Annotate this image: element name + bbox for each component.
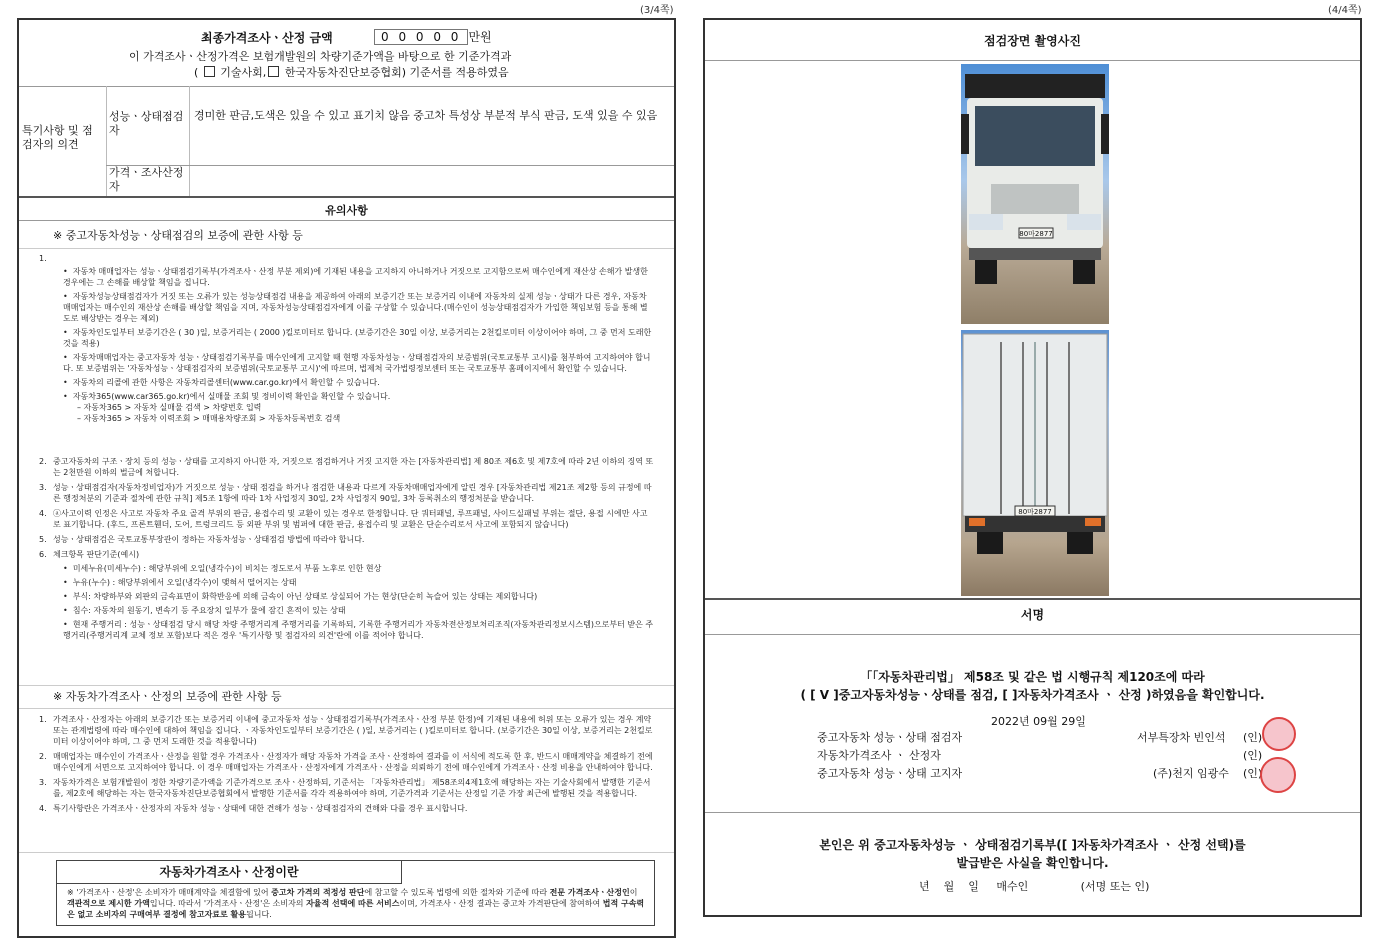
criteria-list [39,563,655,641]
list-item: • 자동차 매매업자는 성능ㆍ상태점검기록부(가격조사ㆍ산정 부분 제외)에 기재된 내용을 고지하지 아니하거나 거짓으로 고지함으로써 매수인에게 재산상 손해가 발생한 경우에는 그 손해를 배상할 책임을 집니다. [63,267,648,287]
perf-inspector-label: 성능ㆍ상태점검자 [109,110,184,137]
page-number-right: (4/4쪽) [1328,5,1362,16]
list-item: • 자동차365(www.car365.go.kr)에서 실매물 조회 및 정비이력 확인을 확인할 수 있습니다. [63,392,391,401]
s1-items [39,456,655,641]
row-assessor-label: 자동차가격조사 ㆍ 산정자 [817,749,941,762]
left-headlight [969,214,1003,230]
rear-right-tire [1067,532,1093,554]
bumper [969,248,1101,260]
right-headlight [1067,214,1101,230]
basis-engineer: 기술사회, [220,66,267,79]
section1-title: ※ 중고자동차성능ㆍ상태점검의 보증에 관한 사항 등 [53,229,303,242]
basis-line-1: 이 가격조사ㆍ산정가격은 보험개발원의 차량기준가액을 바탕으로 한 기준가격과 [129,50,512,63]
row-notifier-label: 중고자동차 성능ㆍ상태 고지자 [817,767,963,780]
definition-title: 자동차가격조사ㆍ산정이란 [57,861,402,884]
checkbox-engineer[interactable] [204,66,215,77]
amount-unit: 만원 [468,30,492,44]
right-tire [1073,260,1095,284]
row-inspector-seal: (인) [1243,731,1263,744]
basis-paren: ( [194,66,199,79]
row-notifier-name: (주)천지 임광수 [1153,767,1229,780]
signature-section-title: 서명 [1020,608,1045,622]
definition-text: ※ '가격조사ㆍ산정'은 소비자가 매매계약을 체결함에 있어 중고차 가격의 적정성 판단에 참고할 수 있도록 법령에 의한 절차와 기준에 따라 전문 가격조사ㆍ산정인이 객관적으로 제시한 가액입니다. 따라서 '가격조사ㆍ산정'은 소비자의 자율적 선택에 따른 서비스이며, 가격조사ㆍ산정 결과는 중고차 가격판단에 참여하여 법적 구속력은 없고 소비자의 구매여부 결정에 참고자료로 활용됩니다. [67,888,645,919]
list-item: • 자동차매매업자는 중고자동차 성능ㆍ상태점검기록부를 매수인에게 고지할 때 현행 자동차성능ㆍ상태점검자의 보증범위(국토교통부 고시)를 첨부하여 고지하여야 합니다. 또 보증범위는 '자동차성능ㆍ상태점검자의 보증범위(국토교통부 고시)'에 따르며, 법제처 국가법령정보센터 또는 국토교통부 홈페이지에서 확인할 수 있습니다. [63,353,651,373]
left-lamp [969,518,985,526]
s1-num-1: 1. [39,254,47,263]
law-line-2: ( [ V ]중고자동차성능ㆍ상태를 점검, [ ]자동차가격조사 ㆍ 산정 )하였음을 확인합니다. [800,688,1265,702]
price-assessor-label: 가격ㆍ조사산정자 [109,166,184,193]
final-amount-title: 최종가격조사ㆍ산정 금액 [201,31,333,45]
list-item: • 부식: 차량하부와 외판의 금속표면이 화학반응에 의해 금속이 아닌 상태로 상실되어 가는 현상(단순히 녹슬어 있는 상태는 제외합니다) [63,592,538,601]
law-line-1: 「「자동차관리법」 제58조 및 같은 법 시행규칙 제120조에 따라 [860,670,1205,684]
list-item: 2. 매매업자는 매수인이 가격조사ㆍ산정을 원할 경우 가격조사ㆍ산정자가 해당 자동차 가격을 조사ㆍ산정하여 결과를 이 서식에 적도록 한 후, 반드시 매매계약을 체결하기 전에 매수인에게 서면으로 고지하여야 합니다. 이 경우 매매업자는 가격조사ㆍ산정자에게 가격조사ㆍ산정을 의뢰하기 전에 매수인에게 가격조사ㆍ산정 비용을 안내하여야 합니다. [39,752,653,772]
list-item: • 미세누유(미세누수) : 해당부위에 오일(냉각수)이 비치는 정도로서 부품 노후로 인한 현상 [63,564,382,573]
basis-association: 한국자동차진단보증협회) 기준서를 적용하였음 [284,66,509,79]
notifier-seal-stamp [1260,757,1296,793]
list-item: • 자동차성능상태점검자가 거짓 또는 오류가 있는 성능상태점검 내용을 제공하여 아래의 보증기간 또는 보증거리 이내에 자동차의 실제 성능ㆍ상태가 다른 경우, 자동차매매업자는 매수인의 재산상 손해를 배상할 책임을 지며, 자동차성능상태점검자에게 이를 구상할 수 있습니다.(매수인이 성능상태점검자가 가입한 책임보험 등을 통해 별도로 배상받는 경우는 제외) [63,292,648,323]
list-item: 3. 성능ㆍ상태점검자(자동차정비업자)가 거짓으로 성능ㆍ상태 점검을 하거나 점검한 내용과 다르게 자동차매매업자에게 알린 경우 [자동차관리법 제21조 제2항 등의 규정에 따른 행정처분의 기준과 절차에 관한 규칙] 제5조 1항에 따라 1차 사업정지 30일, 2차 사업정지 90일, 3차 등록취소의 행정처분을 받습니다. [39,483,652,503]
notice-title: 유의사항 [325,204,368,217]
amount-value: 0 0 0 0 0 [374,29,468,45]
truck-rear-illustration [961,330,1109,596]
receipt-line-2: 발급받은 사실을 확인합니다. [956,856,1109,870]
basis-line-2 [194,64,509,80]
truck-rear-photo [961,330,1109,596]
truck-front-illustration [961,64,1109,324]
special-notes-label: 특기사항 및 점검자의 의견 [22,124,93,151]
list-item: • 현재 주행거리 : 성능ㆍ상태점검 당시 해당 차량 주행거리계 주행거리를 기록하되, 기록한 주행거리가 자동차전산정보처리조직(자동차관리정보시스템)으로부터 받은 주행거리(주행거리계 교체 정보 포함)보다 적은 경우 '특기사항 및 점검자의 의견'란에 이를 적어야 합니다. [63,620,654,640]
list-item: 1. 가격조사ㆍ산정자는 아래의 보증기간 또는 보증거리 이내에 중고자동차 성능ㆍ상태점검기록부(가격조사ㆍ산정 부분 한정)에 기재된 내용에 허위 또는 오류가 있는 경우 계약 또는 관계법령에 따라 매수인에 대하여 책임을 집니다. ㆍ자동차인도일부터 보증기간은 ( )일, 보증거리는 ( )킬로미터로 합니다. (보증기간은 30일 이상, 보증거리는 2천킬로미터 이상이어야 하며, 그 중 먼저 도래한 것을 적용합니다) [39,715,653,746]
inspection-date: 2022년 09월 29일 [991,715,1086,728]
right-mirror [1101,114,1109,154]
windshield [975,106,1095,166]
list-item: 3. 자동차가격은 보험개발원이 정한 차량기준가액을 기준가격으로 조사ㆍ산정하되, 기준서는 「자동차관리법」 제58조의4제1호에 해당하는 자는 기술사회에서 발행한 기준서를, 제2호에 해당하는 자는 한국자동차진단보증협회에서 발행한 기준서를 각각 적용하여야 하며, 기준가격과 기준서는 산정일 기준 가장 최근에 발행된 것을 적용합니다. [39,778,651,798]
row-notifier-seal: (인) [1243,767,1263,780]
inspector-seal-stamp [1262,717,1296,751]
row-inspector-name: 서부특장차 빈인석 [1137,731,1226,744]
list-item: 4. ⓐ사고이력 인정은 사고로 자동차 주요 골격 부위의 판금, 용접수리 및 교환이 있는 경우로 한정합니다. 단 쿼터패널, 루프패널, 사이드실패널 부위는 절단, 용접 시에만 사고로 표기합니다. (후드, 프론트휀더, 도어, 트렁크리드 등 외판 부위 및 범퍼에 대한 판금, 용접수리 및 교환은 단순수리로서 사고에 포함되지 않습니다) [39,509,648,529]
section2-title: ※ 자동차가격조사ㆍ산정의 보증에 관한 사항 등 [53,690,282,703]
list-item: 4. 특기사항란은 가격조사ㆍ산정자의 자동차 성능ㆍ상태에 대한 견해가 성능ㆍ상태점검자의 견해와 다를 경우 표시합니다. [39,804,468,813]
rear-plate-text: 80마2877 [1018,508,1052,516]
row-assessor-seal: (인) [1243,749,1263,762]
row-inspector-label: 중고자동차 성능ㆍ상태 점검자 [817,731,963,744]
photo-section-title: 점검장면 촬영사진 [984,34,1081,48]
right-lamp [1085,518,1101,526]
list-item: 5. 성능ㆍ상태점검은 국토교통부장관이 정하는 자동차성능ㆍ상태점검 방법에 따라야 합니다. [39,535,365,544]
list-item: – 자동차365 > 자동차 실매물 검색 > 차량번호 입력 [77,403,262,412]
list-item: – 자동차365 > 자동차 이력조회 > 매매용차량조회 > 자동차등록번호 검색 [77,414,341,423]
list-item: 6. 체크항목 판단기준(예시) [39,550,140,559]
list-item: • 침수: 자동차의 원동기, 변속기 등 주요장치 일부가 물에 잠긴 흔적이 있는 상태 [63,606,346,615]
rear-bumper [965,516,1105,532]
definition-box [56,860,655,926]
left-panel [17,18,676,938]
roof-spoiler [965,74,1105,98]
page-number-left: (3/4쪽) [640,5,674,16]
rear-left-tire [977,532,1003,554]
truck-front-photo [961,64,1109,324]
s1-bullet-list [63,266,653,424]
right-panel [703,18,1362,917]
s2-items [39,714,655,814]
perf-inspector-opinion: 경미한 판금,도색은 있을 수 있고 표기치 않음 중고차 특성상 부분적 부식 판금, 도색 있을 수 있음 [194,109,658,122]
checkbox-association[interactable] [268,66,279,77]
list-item: 2. 중고자동차의 구조ㆍ장치 등의 성능ㆍ상태를 고지하지 아니한 자, 거짓으로 점검하거나 거짓 고지한 자는 [자동차관리법] 제 80조 제6호 및 제7호에 따라 2년 이하의 징역 또는 2천만원 이하의 벌금에 처합니다. [39,457,654,477]
receipt-line-1: 본인은 위 중고자동차성능 ㆍ 상태점검기록부([ ]자동차가격조사 ㆍ 산정 선택)를 [819,838,1246,852]
left-mirror [961,114,969,154]
front-plate-text: 80마2877 [1019,230,1053,238]
list-item: • 자동차의 리콜에 관한 사항은 자동차리콜센터(www.car.go.kr)에서 확인할 수 있습니다. [63,378,380,387]
buyer-signature-line: 년 월 일 매수인 (서명 또는 인) [919,880,1150,893]
list-item: • 자동차인도일부터 보증기간은 ( 30 )일, 보증거리는 ( 2000 )킬로미터로 합니다. (보증기간은 30일 이상, 보증거리는 2천킬로미터 이상이어야 하며, 그 중 먼저 도래한 것을 적용) [63,328,652,348]
grille [991,184,1079,214]
list-item: • 누유(누수) : 해당부위에서 오일(냉각수)이 맺혀서 떨어지는 상태 [63,578,297,587]
final-amount [374,28,492,45]
left-tire [975,260,997,284]
